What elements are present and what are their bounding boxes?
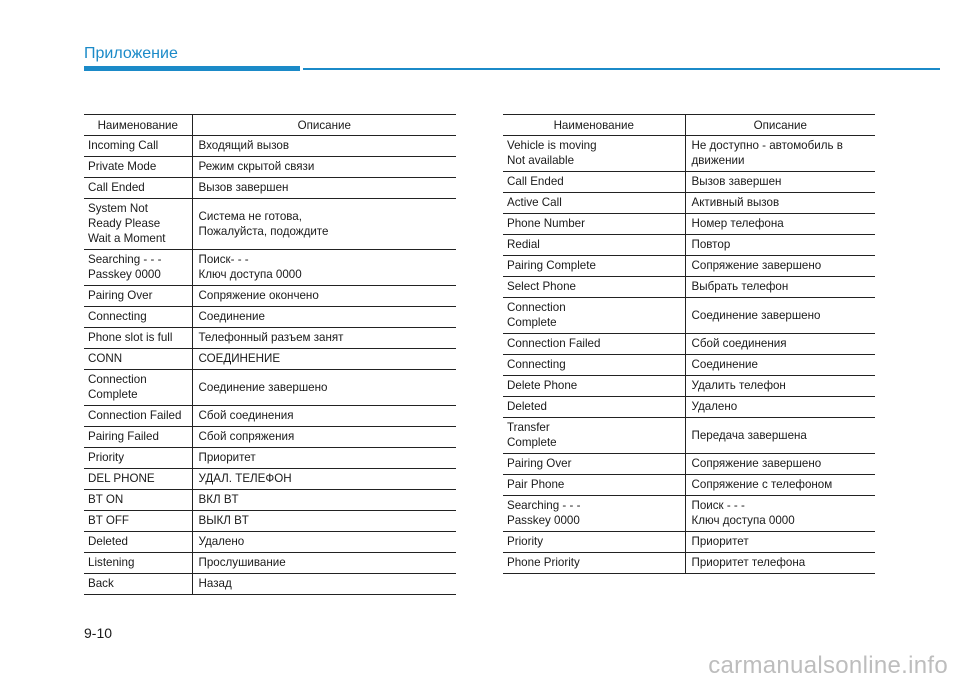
item-description: Вызов завершен [192, 178, 456, 199]
table-row [84, 328, 456, 349]
table-row [503, 496, 875, 532]
item-name: Active Call [503, 193, 685, 214]
item-name: Phone Priority [503, 553, 685, 574]
page-number: 9-10 [84, 625, 113, 641]
table-row [84, 250, 456, 286]
table-row [84, 427, 456, 448]
item-description: Активный вызов [685, 193, 875, 214]
item-description: Сбой сопряжения [192, 427, 456, 448]
watermark-text: carmanualsonline.info [708, 652, 948, 679]
table-row [503, 256, 875, 277]
item-description: СОЕДИНЕНИЕ [192, 349, 456, 370]
table-row [84, 136, 456, 157]
table-row [84, 448, 456, 469]
item-description: ВКЛ BT [192, 490, 456, 511]
item-description: Приоритет [685, 532, 875, 553]
header-divider-line [303, 68, 940, 70]
item-name: Searching - - - Passkey 0000 [503, 496, 685, 532]
item-description: Приоритет телефона [685, 553, 875, 574]
item-name: Phone Number [503, 214, 685, 235]
item-name: Connection Complete [84, 370, 192, 406]
item-description: Система не готова, Пожалуйста, подождите [192, 199, 456, 250]
table-row [503, 418, 875, 454]
item-name: Searching - - - Passkey 0000 [84, 250, 192, 286]
item-description: Выбрать телефон [685, 277, 875, 298]
item-description: Назад [192, 574, 456, 595]
item-name: Pairing Complete [503, 256, 685, 277]
item-description: Прослушивание [192, 553, 456, 574]
table-row [84, 532, 456, 553]
item-name: Incoming Call [84, 136, 192, 157]
item-description: Соединение [685, 355, 875, 376]
item-description: ВЫКЛ BT [192, 511, 456, 532]
item-name: Pairing Failed [84, 427, 192, 448]
item-description: Сопряжение завершено [685, 454, 875, 475]
item-name: Phone slot is full [84, 328, 192, 349]
item-description: Сбой соединения [192, 406, 456, 427]
item-description: Повтор [685, 235, 875, 256]
table-row [503, 553, 875, 574]
table-row [503, 214, 875, 235]
item-description: Входящий вызов [192, 136, 456, 157]
column-header-name: Наименование [503, 115, 685, 136]
item-name: Call Ended [503, 172, 685, 193]
table-row [503, 532, 875, 553]
item-name: System Not Ready Please Wait a Moment [84, 199, 192, 250]
item-description: Соединение [192, 307, 456, 328]
item-name: Connecting [503, 355, 685, 376]
item-description: Удалить телефон [685, 376, 875, 397]
item-description: Передача завершена [685, 418, 875, 454]
item-name: Redial [503, 235, 685, 256]
item-description: Номер телефона [685, 214, 875, 235]
item-name: Connection Failed [503, 334, 685, 355]
item-name: Pairing Over [84, 286, 192, 307]
item-description: Сбой соединения [685, 334, 875, 355]
item-name: Connection Complete [503, 298, 685, 334]
item-name: Priority [84, 448, 192, 469]
table-row [503, 454, 875, 475]
column-header-description: Описание [685, 115, 875, 136]
item-name: DEL PHONE [84, 469, 192, 490]
item-description: Соединение завершено [685, 298, 875, 334]
column-header-name: Наименование [84, 115, 192, 136]
table-row [503, 277, 875, 298]
table-row [503, 475, 875, 496]
table-header-row [503, 115, 875, 136]
item-name: Delete Phone [503, 376, 685, 397]
table-row [503, 355, 875, 376]
table-row [84, 349, 456, 370]
table-row [84, 307, 456, 328]
item-name: Back [84, 574, 192, 595]
item-description: Сопряжение с телефоном [685, 475, 875, 496]
item-description: Вызов завершен [685, 172, 875, 193]
item-name: Call Ended [84, 178, 192, 199]
table-row [503, 193, 875, 214]
item-description: Удалено [685, 397, 875, 418]
table-row [503, 136, 875, 172]
table-row [503, 334, 875, 355]
item-name: Connecting [84, 307, 192, 328]
item-name: CONN [84, 349, 192, 370]
item-description: Удалено [192, 532, 456, 553]
table-row [84, 406, 456, 427]
item-description: Поиск- - - Ключ доступа 0000 [192, 250, 456, 286]
item-name: Connection Failed [84, 406, 192, 427]
table-row [503, 376, 875, 397]
right-reference-table [503, 114, 875, 574]
item-name: Pairing Over [503, 454, 685, 475]
item-name: Pair Phone [503, 475, 685, 496]
table-row [503, 172, 875, 193]
item-name: Listening [84, 553, 192, 574]
item-name: Priority [503, 532, 685, 553]
item-description: УДАЛ. ТЕЛЕФОН [192, 469, 456, 490]
item-description: Сопряжение завершено [685, 256, 875, 277]
item-name: BT ON [84, 490, 192, 511]
table-row [84, 370, 456, 406]
item-name: Select Phone [503, 277, 685, 298]
table-row [84, 199, 456, 250]
table-row [84, 490, 456, 511]
table-row [84, 553, 456, 574]
item-description: Не доступно - автомобиль в движении [685, 136, 875, 172]
table-row [503, 298, 875, 334]
table-row [84, 157, 456, 178]
left-reference-table [84, 114, 456, 595]
item-description: Соединение завершено [192, 370, 456, 406]
table-row [84, 511, 456, 532]
item-description: Сопряжение окончено [192, 286, 456, 307]
item-description: Режим скрытой связи [192, 157, 456, 178]
item-name: BT OFF [84, 511, 192, 532]
column-header-description: Описание [192, 115, 456, 136]
table-row [84, 178, 456, 199]
item-name: Deleted [84, 532, 192, 553]
item-name: Deleted [503, 397, 685, 418]
table-row [84, 469, 456, 490]
item-name: Vehicle is moving Not available [503, 136, 685, 172]
table-header-row [84, 115, 456, 136]
header-accent-bar [84, 66, 300, 71]
item-description: Поиск - - - Ключ доступа 0000 [685, 496, 875, 532]
table-row [84, 574, 456, 595]
item-name: Transfer Complete [503, 418, 685, 454]
table-row [503, 235, 875, 256]
item-name: Private Mode [84, 157, 192, 178]
table-row [503, 397, 875, 418]
table-row [84, 286, 456, 307]
item-description: Телефонный разъем занят [192, 328, 456, 349]
item-description: Приоритет [192, 448, 456, 469]
page-section-title: Приложение [84, 45, 178, 62]
